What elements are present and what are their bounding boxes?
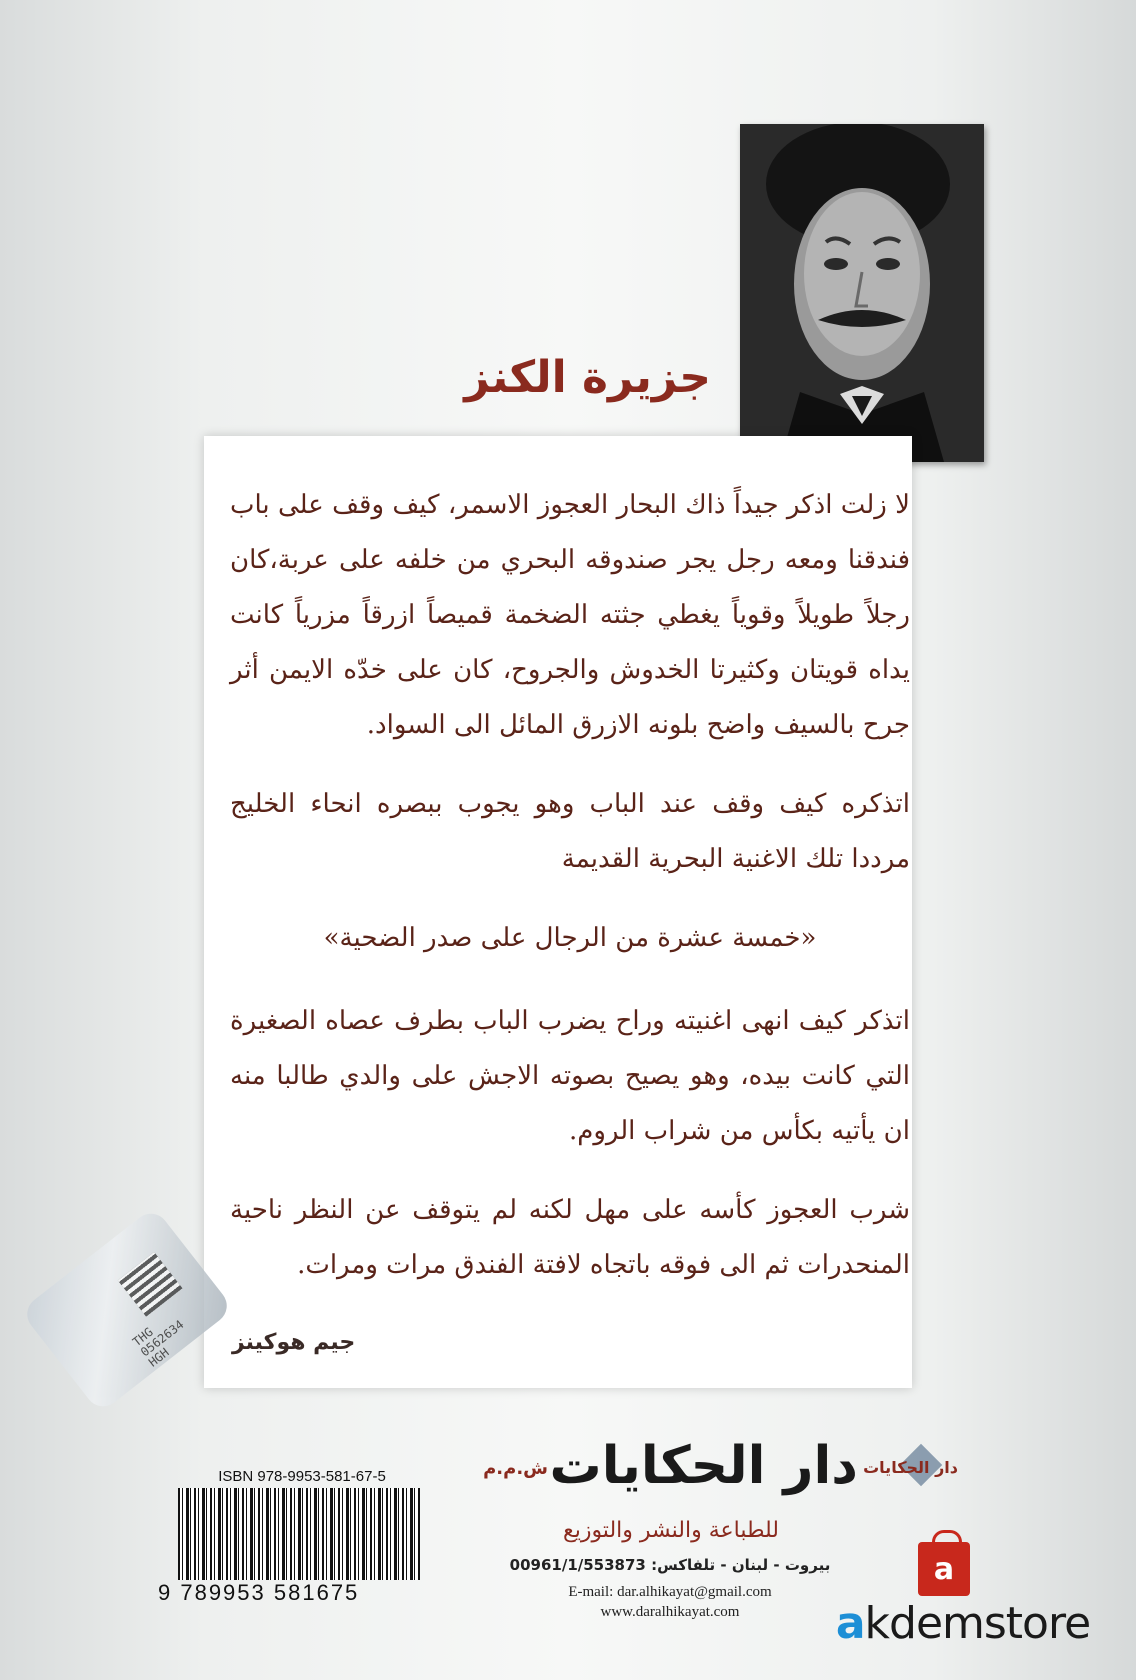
blurb-paragraph: شرب العجوز كأسه على مهل لكنه لم يتوقف عن النظر ناحية المنحدرات ثم الى فوقه باتجاه لافتة الفندق مرات ومرات. [230, 1195, 910, 1280]
store-name-prefix: a [835, 1598, 865, 1649]
security-sticker [20, 1206, 234, 1413]
isbn-barcode [178, 1488, 420, 1580]
publisher-mark: دار الحكايات [858, 1458, 958, 1504]
publisher-name: دار الحكايات [549, 1436, 858, 1496]
barcode-digits: 9 789953 581675 [158, 1580, 360, 1605]
store-name-rest: kdemstore [864, 1598, 1091, 1649]
blurb-paragraph: اتذكر كيف انهى اغنيته وراح يضرب الباب بطرف عصاه الصغيرة التي كانت بيده، وهو يصيح بصوته الاجش على والدي طالبا منه ان يأتيه بكأس من شراب الروم. [230, 1006, 910, 1146]
publisher-contact: بيروت - لبنان - تلفاكس: 00961/1/553873 [509, 1556, 831, 1574]
isbn-label: ISBN 978-9953-581-67-5 [218, 1468, 386, 1485]
qr-code-icon [118, 1252, 183, 1317]
publisher-email: E-mail: dar.alhikayat@gmail.com [568, 1584, 772, 1600]
blurb-signature: جيم هوكينز [232, 1330, 356, 1355]
book-title: جزيرة الكنز [464, 352, 711, 403]
sticker-code: THG 0562634 HGH [129, 1317, 187, 1370]
blurb-paragraph: اتذكره كيف وقف عند الباب وهو يجوب ببصره انحاء الخليج مرددا تلك الاغنية البحرية القديمة [230, 789, 910, 874]
author-portrait [740, 124, 984, 462]
blurb-paragraph: لا زلت اذكر جيداً ذاك البحار العجوز الاسمر، كيف وقف على باب فندقنا ومعه رجل يجر صندوقه البحري من خلفه على عربة،كان رجلاً طويلاً وقوياً يغطي جثته الضخمة قميصاً ازرقاً مزرياً كانت يداه قويتان وكثيرتا الخدوش والجروح، كان على خدّه الايمن أثر جرح بالسيف واضح بلونه الازرق المائل الى السواد. [230, 490, 910, 740]
blurb-text [230, 478, 910, 1317]
publisher-tagline: للطباعة والنشر والتوزيع [562, 1518, 780, 1543]
blurb-verse: «خمسة عشرة من الرجال على صدر الضحية» [323, 923, 817, 953]
publisher-website: www.daralhikayat.com [600, 1604, 740, 1620]
store-logo [808, 1542, 1118, 1662]
store-name [808, 1598, 1118, 1649]
publisher-suffix: ش.م.م [483, 1458, 548, 1479]
portrait-illustration [740, 124, 984, 462]
shopping-bag-icon: a [918, 1542, 970, 1596]
